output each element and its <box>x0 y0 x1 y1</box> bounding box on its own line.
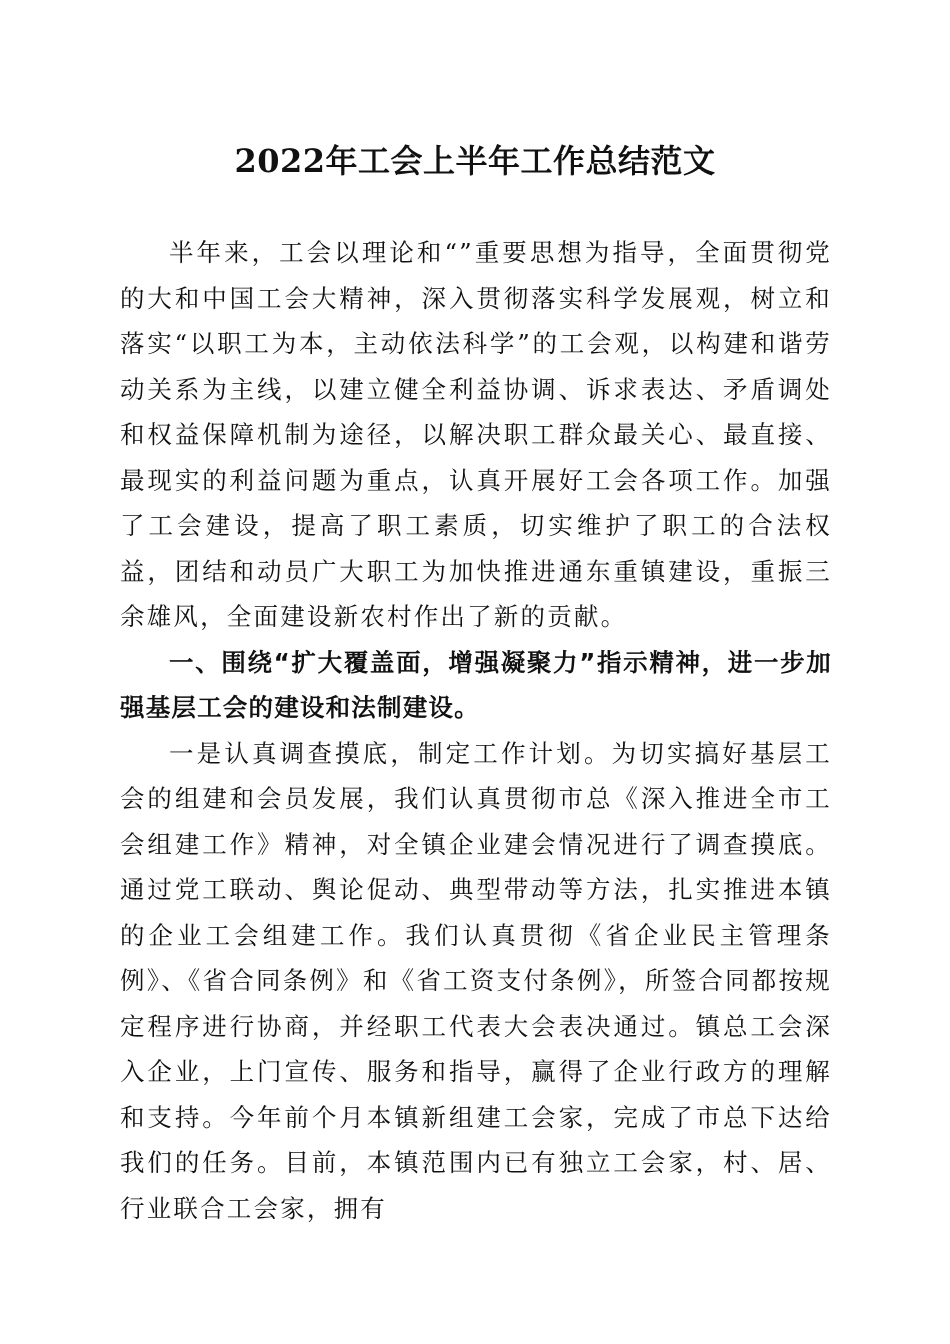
document-body <box>120 230 832 1231</box>
section-heading: 一、围绕“扩大覆盖面，增强凝聚力”指示精神，进一步加强基层工会的建设和法制建设。 <box>120 647 832 722</box>
document-title: 2022年工会上半年工作总结范文 <box>234 142 716 180</box>
intro-paragraph: 半年来，工会以理论和“”重要思想为指导，全面贯彻党的大和中国工会大精神，深入贯彻落实科学发展观，树立和落实“以职工为本，主动依法科学”的工会观，以构建和谐劳动关系为主线，以建立健全利益协调、诉求表达、矛盾调处和权益保障机制为途径，以解决职工群众最关心、最直接、最现实的利益问题为重点，认真开展好工会各项工作。加强了工会建设，提高了职工素质，切实维护了职工的合法权益，团结和动员广大职工为加快推进通东重镇建设，重振三余雄风，全面建设新农村作出了新的贡献。 <box>120 238 832 631</box>
section-paragraph: 一是认真调查摸底，制定工作计划。为切实搞好基层工会的组建和会员发展，我们认真贯彻市总《深入推进全市工会组建工作》精神，对全镇企业建会情况进行了调查摸底。通过党工联动、舆论促动、典型带动等方法，扎实推进本镇的企业工会组建工作。我们认真贯彻《省企业民主管理条例》、《省合同条例》和《省工资支付条例》，所签合同都按规定程序进行协商，并经职工代表大会表决通过。镇总工会深入企业，上门宣传、服务和指导，赢得了企业行政方的理解和支持。今年前个月本镇新组建工会家，完成了市总下达给我们的任务。目前，本镇范围内已有独立工会家，村、居、行业联合工会家，拥有 <box>120 738 832 1223</box>
